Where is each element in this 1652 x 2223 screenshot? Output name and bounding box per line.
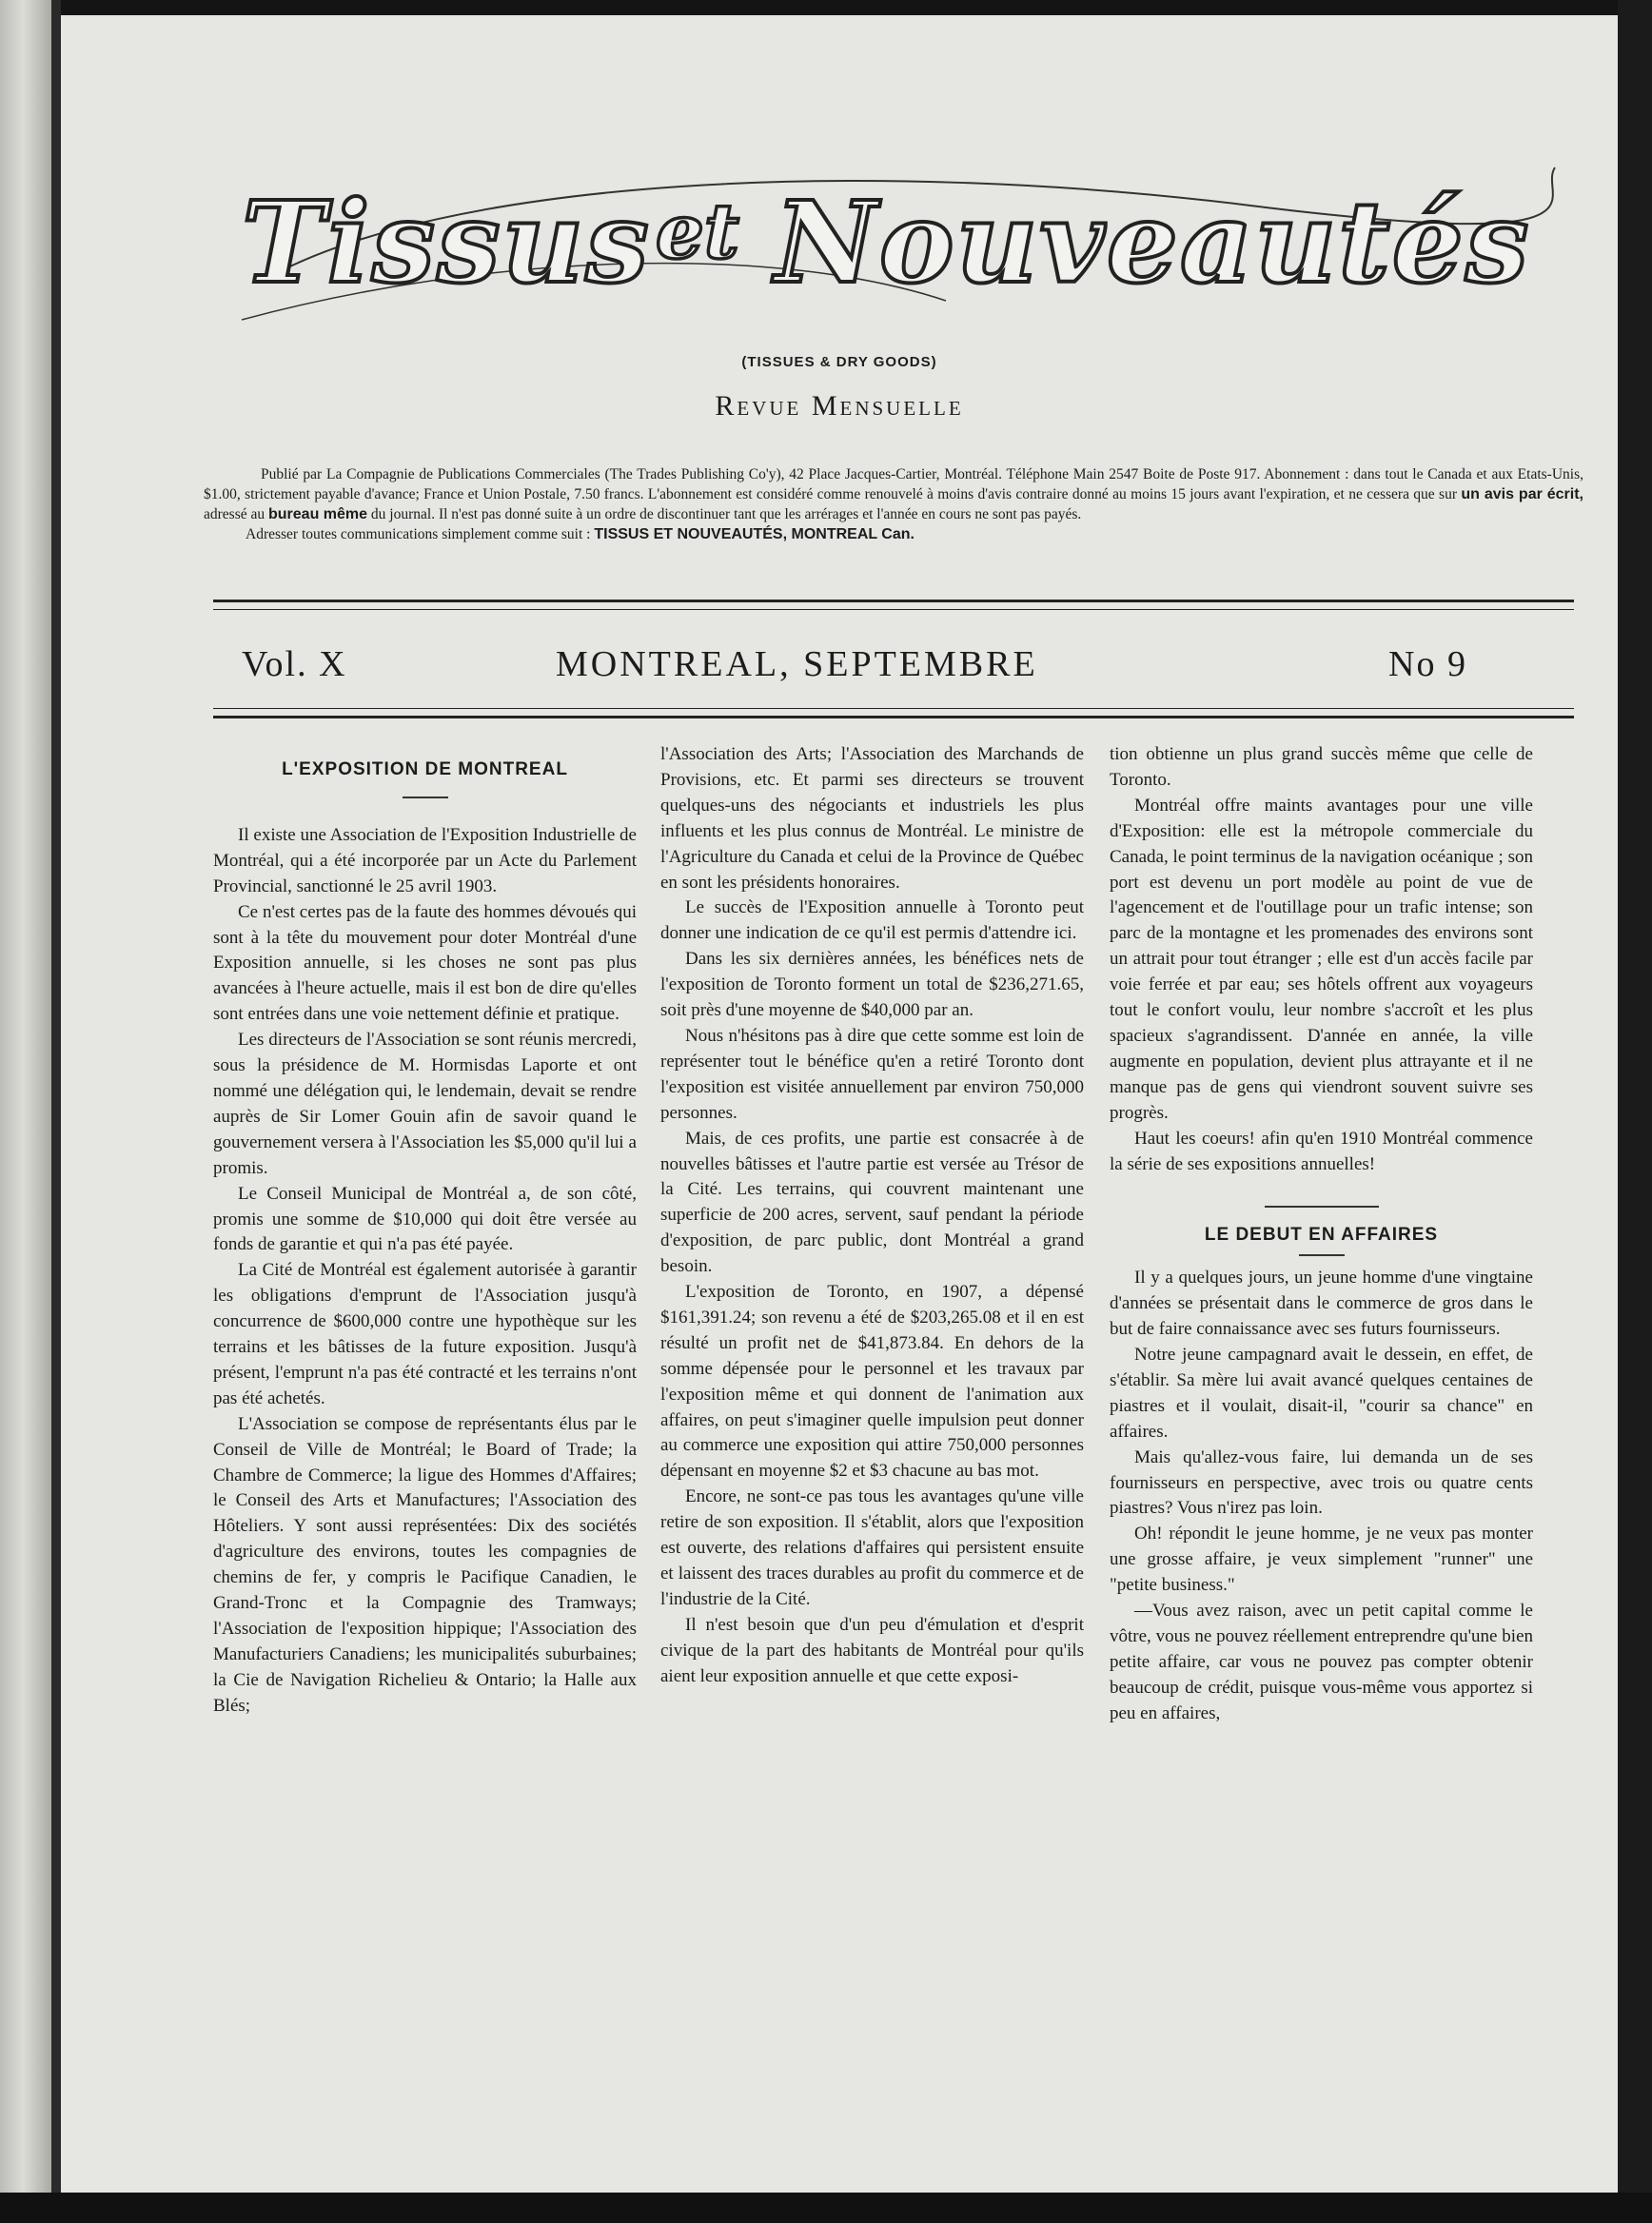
publisher-info-strong-2: bureau même [268, 506, 368, 522]
article-paragraph: Dans les six dernières années, les bénéfices nets de l'exposition de Toronto forment un total de $236,271.65, soit près d'une moyenne de $40,000 par an. [660, 949, 1084, 1021]
masthead-logo [204, 139, 1574, 358]
subtitle-french: Revue Mensuelle [715, 390, 964, 422]
scan-binding-margin [0, 0, 59, 2223]
article-paragraph: Mais, de ces profits, une partie est consacrée à de nouvelles bâtisses et l'autre partie est versée au Trésor de la Cité. Les terrains, qui couvrent maintenant une superficie de 200 acres, servent, sauf pendant la période d'exposition, de parc public, dont Montréal a grand besoin. [660, 1128, 1084, 1277]
article-paragraph: L'exposition de Toronto, en 1907, a dépensé $161,391.24; son revenu a été de $203,265.08 et il en est résulté un profit net de $41,873.84. En dehors de la somme dépensée pour le personnel et les travaux par l'exposition même et qui donnent de l'animation aux affaires, on peut s'imaginer quelle impulsion peut donner au commerce une exposition qui attire 750,000 personnes dépensant en moyenne $2 et $3 chacune au bas mot. [660, 1282, 1084, 1482]
article-paragraph: tion obtienne un plus grand succès même que celle de Toronto. [1110, 744, 1533, 790]
article-paragraph: Oh! répondit le jeune homme, je ne veux pas monter une grosse affaire, je veux simplement "runner" une "petite business." [1110, 1524, 1533, 1596]
article-paragraph: —Vous avez raison, avec un petit capital comme le vôtre, vous ne pouvez réellement entreprendre qu'une bien petite affaire, car vous ne pouvez pas compter obtenir beaucoup de crédit, puisque vous-même vous apportez si peu en affaires, [1110, 1601, 1533, 1723]
article-heading: L'EXPOSITION DE MONTREAL [282, 759, 568, 779]
logo-word-conj: et [656, 187, 739, 276]
article-paragraph: L'Association se compose de représentants élus par le Conseil de Ville de Montréal; le Board of Trade; la Chambre de Commerce; la ligue des Hommes d'Affaires; le Conseil des Arts et Manufactures; l'Association des Hôteliers. Y sont aussi représentées: Dix des sociétés d'agriculture des environs, toutes les compagnies de chemins de fer, y compris le Pacifique Canadien, le Grand-Tronc et la Compagnie des Tramways; l'Association de l'exposition hippique; l'Association des Manufacturiers Canadiens; les municipalités suburbaines; la Cie de Navigation Richelieu & Ontario; la Halle aux Blés; [213, 1413, 637, 1716]
column-1 [213, 742, 637, 1720]
column-3 [1110, 742, 1533, 1727]
scan-bottom-margin [0, 2193, 1652, 2223]
article-paragraph: Il existe une Association de l'Exposition Industrielle de Montréal, qui a été incorporée par un Acte du Parlement Provincial, sanctionné le 25 avril 1903. [213, 824, 637, 896]
article-paragraph: Mais qu'allez-vous faire, lui demanda un de ses fournisseurs en perspective, avec trois ou quatre cents piastres? Vous n'irez pas loin. [1110, 1446, 1533, 1519]
article-paragraph: La Cité de Montréal est également autorisée à garantir les obligations d'emprunt de l'Association jusqu'à concurrence de $600,000 contre une hypothèque sur les terrains et les bâtisses de la future exposition. Jusqu'à présent, l'emprunt n'a pas été contracté et les terrains n'ont pas été achetés. [213, 1260, 637, 1408]
scan-binding-edge [51, 0, 61, 2223]
article-paragraph: Montréal offre maints avantages pour une ville d'Exposition: elle est la métropole commerciale du Canada, le point terminus de la navigation océanique ; son port est devenu un port modèle au point de vue de l'agencement et de l'outillage pour un trafic intense; son parc de la montagne et les promenades des environs sont un attrait pour tout étranger ; elle est d'un accès facile par voie ferrée et par eau; ses hôtels offrent aux voyageurs tout le confort voulu, leur nombre s'accroît et les plus spacieux s'agrandissent. D'année en année, la ville augmente en population, devient plus attrayante et il ne manque pas de gens qui viendront souvent suivre ses progrès. [1110, 795, 1533, 1123]
heading-dash [403, 797, 448, 798]
header-rule [213, 716, 1574, 718]
article-paragraph: Il n'est besoin que d'un peu d'émulation et d'esprit civique de la part des habitants de Montréal pour qu'ils aient leur exposition annuelle et que cette exposi- [660, 1614, 1084, 1686]
heading-dash [1299, 1254, 1345, 1256]
publisher-info-line-2: adressé au [204, 506, 266, 522]
article-paragraph: l'Association des Arts; l'Association des Marchands de Provisions, etc. Et parmi ses directeurs se trouvent quelques-uns des négociants et industriels les plus influents et les plus connus de Montréal. Le ministre de l'Agriculture du Canada et celui de la Province de Québec en sont les présidents honoraires. [660, 744, 1084, 893]
newspaper-page [61, 15, 1618, 2194]
volume-number: Vol. X [242, 644, 347, 684]
scan-right-margin [1618, 0, 1652, 2223]
logo-word-left: Tissus [242, 176, 651, 308]
subtitle-english: (TISSUES & DRY GOODS) [741, 354, 937, 370]
article-paragraph: Nous n'hésitons pas à dire que cette somme est loin de représenter tout le bénéfice qu'en a retiré Toronto dont l'exposition est visitée annuellement par environ 750,000 personnes. [660, 1025, 1084, 1123]
article-paragraph: Le Conseil Municipal de Montréal a, de son côté, promis une somme de $10,000 qui doit être versée au fonds de garantie et qui n'a pas été payée. [213, 1183, 637, 1255]
header-rule [213, 600, 1574, 602]
article-separator [1265, 1206, 1379, 1208]
publisher-info-text [204, 464, 1583, 524]
publisher-info [204, 464, 1583, 544]
article-paragraph: Notre jeune campagnard avait le dessein, en effet, de s'établir. Sa mère lui avait avancé quelques centaines de piastres et il voulait, disait-il, "courir sa chance" en affaires. [1110, 1345, 1533, 1442]
header-rule [213, 708, 1574, 709]
article-heading: LE DEBUT EN AFFAIRES [1204, 1225, 1439, 1246]
logo-word-right: Nouveautés [775, 176, 1531, 308]
article-paragraph: Il y a quelques jours, un jeune homme d'une vingtaine d'années se présentait dans le commerce de gros dans le but de faire connaissance avec ses futurs fournisseurs. [1110, 1268, 1533, 1340]
city-date: MONTREAL, SEPTEMBRE [556, 644, 1038, 684]
publisher-address-line [204, 524, 1583, 544]
article-paragraph: Les directeurs de l'Association se sont réunis mercredi, sous la présidence de M. Hormisdas Laporte et ont nommé une délégation qui, le lendemain, devait se rendre auprès de Sir Lomer Gouin afin de savoir quand le gouvernement versera à l'Association les $5,000 qu'il lui a promis. [213, 1030, 637, 1178]
article-paragraph: Le succès de l'Exposition annuelle à Toronto peut donner une indication de ce qu'il est permis d'attendre ici. [660, 897, 1084, 944]
publisher-info-line-3: du journal. Il n'est pas donné suite à un ordre de discontinuer tant que les arrérages et l'année en cours ne sont pas payés. [370, 506, 1082, 522]
header-rule [213, 609, 1574, 610]
publisher-info-strong-3: TISSUS ET NOUVEAUTÉS, MONTREAL Can. [594, 526, 914, 542]
issue-number: No 9 [1388, 644, 1467, 684]
publisher-info-line-4: Adresser toutes communications simplement comme suit : [246, 526, 591, 542]
article-paragraph: Encore, ne sont-ce pas tous les avantages qu'une ville retire de son exposition. Il s'établit, alors que l'exposition est ouverte, des relations d'affaires qui persistent ensuite et laissent des traces durables au profit du commerce et de l'industrie de la Cité. [660, 1486, 1084, 1609]
article-paragraph: Haut les coeurs! afin qu'en 1910 Montréal commence la série de ses expositions annuelles! [1110, 1128, 1533, 1174]
column-2 [660, 742, 1084, 1690]
publisher-info-line-1: Publié par La Compagnie de Publications Commerciales (The Trades Publishing Co'y), 42 Place Jacques-Cartier, Montréal. Téléphone Main 2547 Boite de Poste 917. Abonnement : dans tout le Canada et aux Etats-Unis, $1.00, strictement payable d'avance; France et Union Postale, 7.50 francs. L'abonnement est considéré comme renouvelé à moins d'avis contraire donné au moins 15 jours avant l'expiration, et ne cessera que sur [204, 466, 1583, 502]
publisher-info-strong-1: un avis par écrit, [1461, 486, 1583, 502]
article-paragraph: Ce n'est certes pas de la faute des hommes dévoués qui sont à la tête du mouvement pour doter Montréal d'une Exposition annuelle, si les choses ne sont pas plus avancées à l'heure actuelle, mais il est bon de dire qu'elles sont entrées dans une voie nettement définie et pratique. [213, 901, 637, 1025]
